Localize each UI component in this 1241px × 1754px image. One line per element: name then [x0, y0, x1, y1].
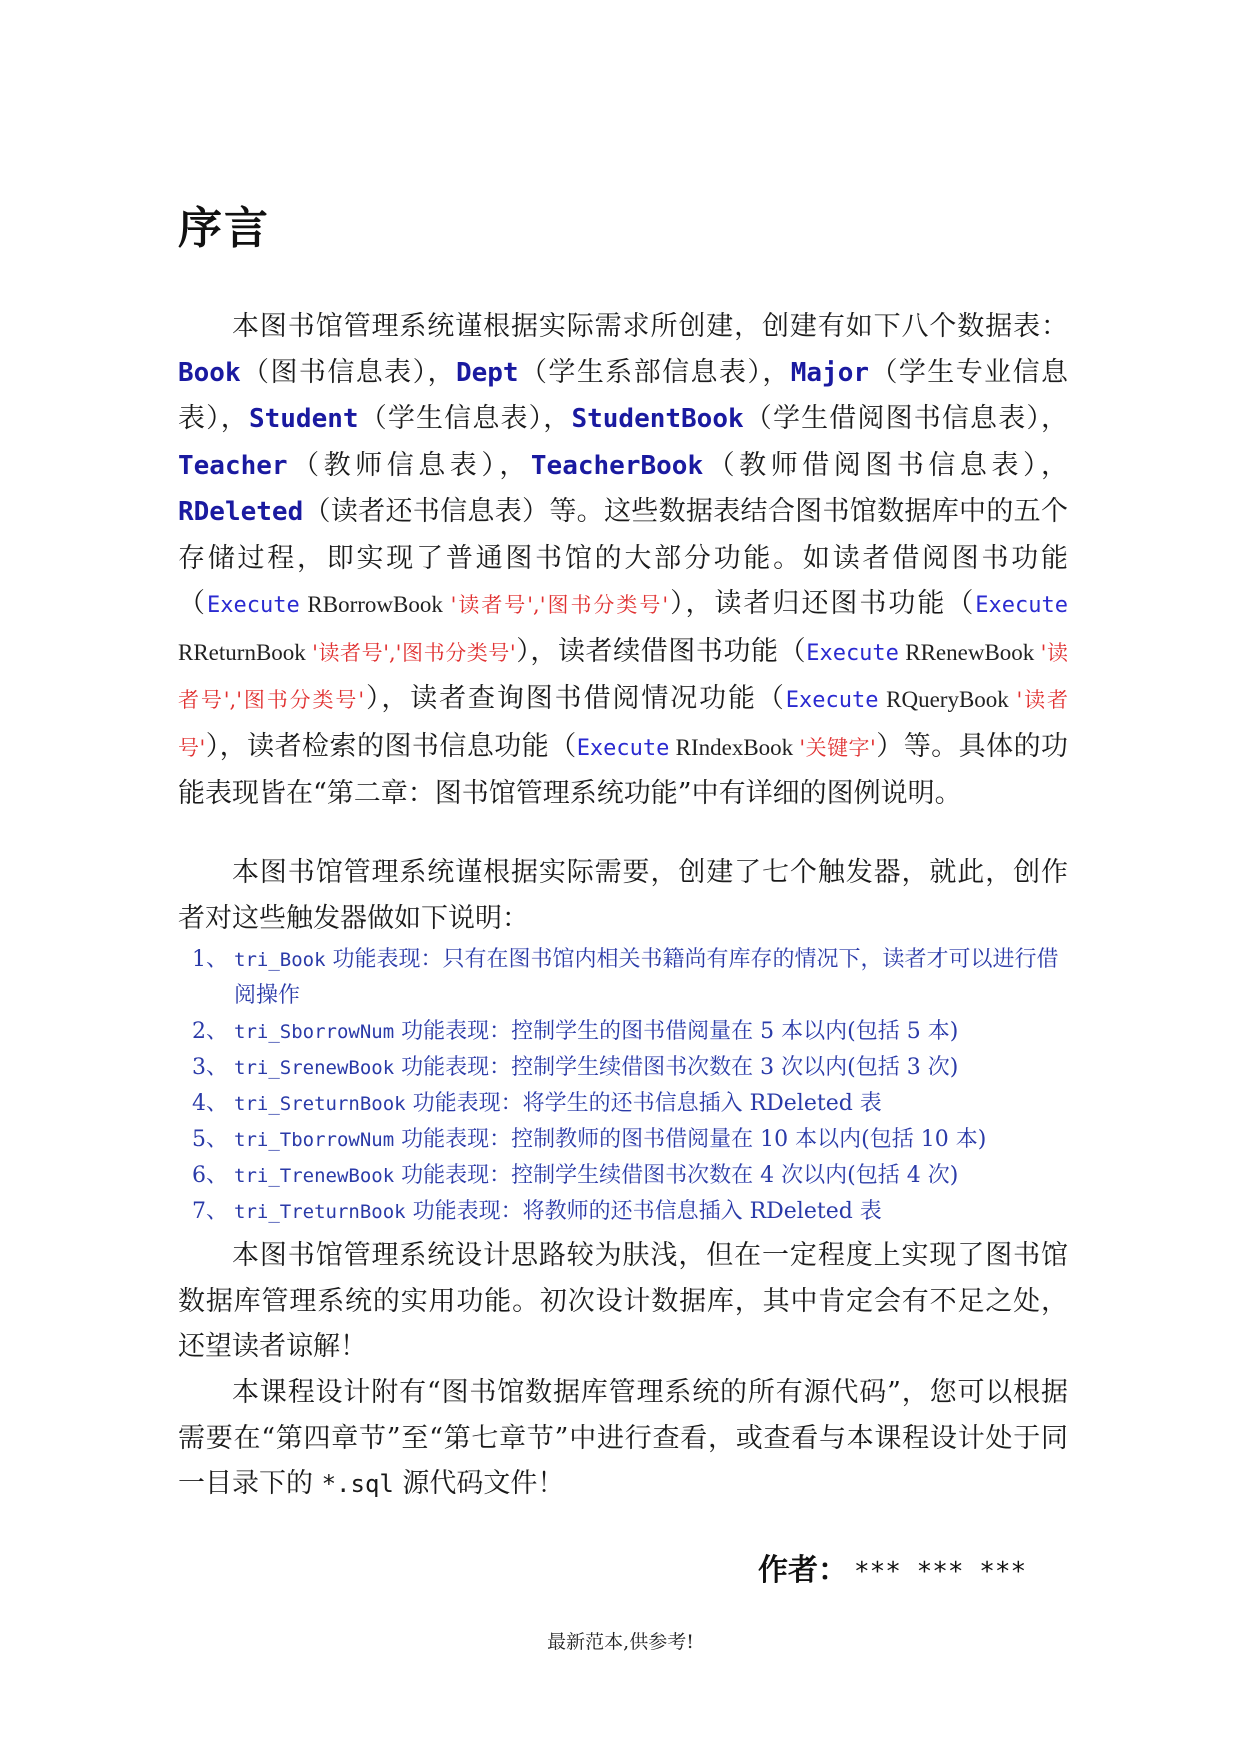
sql-file-pattern: *.sql — [321, 1470, 394, 1498]
table-name-dept: Dept — [455, 357, 519, 388]
list-number: 2、 — [192, 1019, 228, 1044]
procedure-name: RBorrowBook — [299, 592, 451, 617]
list-item — [192, 1158, 1072, 1194]
procedure-name: RRenewBook — [898, 639, 1041, 665]
triggers-intro-paragraph: 本图书馆管理系统谨根据实际需要，创建了七个触发器，就此，创作者对这些触发器做如下说明： — [178, 857, 1068, 934]
trigger-name: tri_SrenewBook — [234, 1057, 395, 1079]
trigger-name: tri_TborrowNum — [234, 1129, 395, 1151]
author-value: *** *** *** — [854, 1557, 1027, 1587]
table-desc-student: （学生信息表）， — [358, 403, 572, 434]
author-label: 作者： — [758, 1553, 848, 1588]
execute-keyword: Execute — [206, 593, 300, 618]
procedure-args: '读者号','图书分类号' — [178, 640, 1068, 712]
list-number: 1、 — [192, 947, 228, 972]
trigger-name: tri_SborrowNum — [234, 1021, 395, 1043]
execute-keyword: Execute — [806, 640, 899, 666]
list-item — [192, 1194, 1072, 1230]
table-name-major: Major — [790, 357, 870, 388]
list-item — [192, 1014, 1072, 1050]
list-item — [192, 1122, 1072, 1158]
intro-text: ）等。具体的功能表现皆在“第二章：图书馆管理系统功能”中有详细的图例说明。 — [178, 730, 1069, 809]
table-name-book: Book — [178, 357, 241, 388]
trigger-description: 功能表现：只有在图书馆内相关书籍尚有库存的情况下，读者才可以进行借阅操作 — [234, 947, 1059, 1008]
trigger-name: tri_SreturnBook — [234, 1093, 406, 1115]
trigger-description: 功能表现：控制学生续借图书次数在 3 次以内(包括 3 次) — [394, 1055, 959, 1080]
list-number: 7、 — [192, 1199, 228, 1224]
trigger-name: tri_Book — [234, 949, 326, 971]
list-number: 5、 — [192, 1127, 228, 1152]
trigger-description: 功能表现：控制学生续借图书次数在 4 次以内(包括 4 次) — [394, 1163, 959, 1188]
procedure-args: '读者号','图书分类号' — [450, 593, 669, 617]
table-name-student: Student — [248, 404, 359, 434]
intro-text: 本图书馆管理系统谨根据实际需求所创建，创建有如下八个数据表： — [232, 311, 1068, 342]
table-desc-major: （学生专业信息表）， — [178, 356, 1069, 434]
trigger-list — [192, 942, 1072, 1230]
source-code-text: 本课程设计附有“图书馆数据库管理系统的所有源代码”，您可以根据需要在“第四章节”至“第七章节”中进行查看，或查看与本课程设计处于同一目录下的 — [178, 1377, 1068, 1499]
table-desc-teacherbook: （教师借阅图书信息表）， — [703, 449, 1069, 481]
page-title: 序言 — [178, 203, 270, 254]
list-number: 3、 — [192, 1055, 228, 1080]
procedure-args: '读者号' — [178, 688, 1068, 760]
list-item — [192, 942, 1072, 1014]
table-desc-dept: （学生系部信息表）， — [518, 356, 791, 388]
procedure-name: RReturnBook — [178, 639, 313, 665]
table-desc-teacher: （教师信息表）， — [287, 449, 531, 481]
table-desc-studentbook: （学生借阅图书信息表）， — [743, 403, 1069, 434]
list-number: 6、 — [192, 1163, 228, 1188]
intro-text: ），读者查询图书借阅情况功能（ — [364, 683, 786, 714]
table-name-rdeleted: RDeleted — [178, 497, 304, 527]
execute-keyword: Execute — [576, 735, 670, 761]
trigger-name: tri_TreturnBook — [234, 1201, 406, 1223]
source-code-text: 源代码文件！ — [393, 1468, 565, 1499]
intro-paragraph — [178, 304, 1068, 817]
table-name-teacherbook: TeacherBook — [530, 450, 704, 481]
procedure-args: '读者号','图书分类号' — [312, 640, 516, 665]
trigger-description: 功能表现：控制学生的图书借阅量在 5 本以内(包括 5 本) — [394, 1019, 959, 1044]
table-desc-book: （图书信息表）， — [240, 356, 456, 388]
list-number: 4、 — [192, 1091, 228, 1116]
procedure-name: RQueryBook — [878, 687, 1017, 712]
trigger-description: 功能表现：将教师的还书信息插入 RDeleted 表 — [405, 1199, 882, 1224]
table-desc-rdeleted: （读者还书信息表）等。这些数据表结合图书馆数据库中的五个存储过程，即实现了普通图书馆的大部分功能。如读者借阅图书功能（ — [178, 496, 1068, 619]
table-name-teacher: Teacher — [178, 450, 288, 481]
intro-text: ），读者归还图书功能（ — [668, 588, 976, 619]
author-line — [758, 1545, 1026, 1589]
table-name-studentbook: StudentBook — [571, 404, 744, 434]
page-footer: 最新范本,供参考! — [547, 1631, 694, 1653]
intro-text: ），读者续借图书功能（ — [515, 635, 807, 667]
source-code-paragraph — [178, 1370, 1068, 1508]
list-item — [192, 1050, 1072, 1086]
execute-keyword: Execute — [785, 688, 879, 713]
procedure-name: RIndexBook — [669, 734, 800, 760]
trigger-name: tri_TrenewBook — [234, 1165, 395, 1187]
trigger-description: 功能表现：控制教师的图书借阅量在 10 本以内(包括 10 本) — [394, 1127, 987, 1152]
intro-text: ），读者检索的图书信息功能（ — [205, 730, 577, 762]
procedure-args: '关键字' — [799, 735, 876, 760]
execute-keyword: Execute — [975, 593, 1069, 618]
design-note-paragraph: 本图书馆管理系统设计思路较为肤浅，但在一定程度上实现了图书馆数据库管理系统的实用功能。初次设计数据库，其中肯定会有不足之处，还望读者谅解！ — [178, 1240, 1068, 1362]
trigger-description: 功能表现：将学生的还书信息插入 RDeleted 表 — [405, 1091, 882, 1116]
list-item — [192, 1086, 1072, 1122]
